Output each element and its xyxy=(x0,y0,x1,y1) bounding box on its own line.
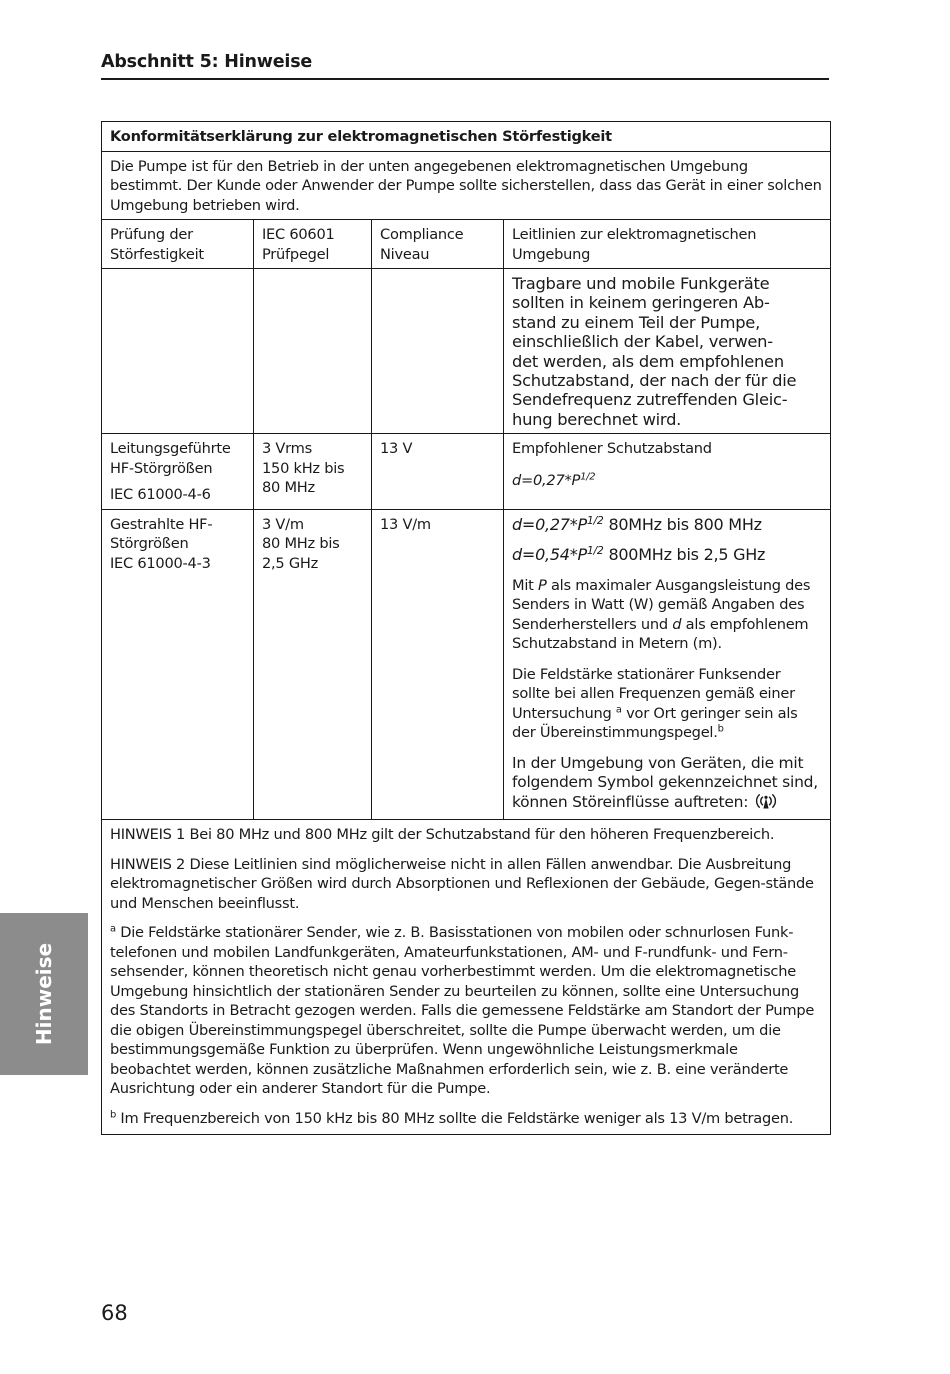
guidance-line: det werden, als dem empfohlenen xyxy=(512,351,784,371)
radiated-guidance xyxy=(504,509,831,820)
radiated-test xyxy=(102,509,254,820)
formula-800-2500 xyxy=(512,545,822,565)
footnote-a xyxy=(110,923,822,1099)
explain-text: Mit xyxy=(512,576,539,594)
formula-range: 80MHz bis 800 MHz xyxy=(603,514,762,534)
formula-exponent: 1/2 xyxy=(586,544,604,558)
test-line: HF-Störgrößen xyxy=(110,459,213,477)
level-line: 3 V/m xyxy=(262,515,304,533)
guidance-label: Empfohlener Schutzabstand xyxy=(512,440,712,458)
variable-d: d xyxy=(672,615,682,633)
formula-base: d=0,54*P xyxy=(512,545,587,565)
page-number: 68 xyxy=(101,1301,128,1325)
guidance-line: Tragbare und mobile Funkgeräte xyxy=(512,274,770,293)
conducted-level xyxy=(254,434,372,510)
level-line: 150 kHz bis xyxy=(262,459,345,477)
formula-exponent: 1/2 xyxy=(580,471,596,483)
table-notes-row xyxy=(102,820,831,1135)
test-line: Leitungsgeführte xyxy=(110,440,231,458)
header-iec-level xyxy=(254,220,372,269)
formula-base: d=0,27*P xyxy=(512,514,587,534)
header-guidance-line: Leitlinien zur elektromagnetischen xyxy=(512,226,757,243)
formula-explanation xyxy=(512,576,822,654)
footnote-b xyxy=(110,1109,822,1129)
note-2: HINWEIS 2 Diese Leitlinien sind möglicherweise nicht in allen Fällen anwendbar. Die Ausbreitung elektromagnetischer Größen wird durch Absorptionen und Reflexionen der Gebäude, Gegen-stände und Menschen beeinflusst. xyxy=(110,855,814,912)
table-title: Konformitätserklärung zur elektromagnetischen Störfestigkeit xyxy=(102,122,831,152)
section-header xyxy=(101,52,829,80)
variable-p: P xyxy=(538,576,547,594)
footnote-b-text: Im Frequenzbereich von 150 kHz bis 80 MHz sollte die Feldstärke weniger als 13 V/m betragen. xyxy=(116,1109,794,1127)
explain-text: als empfohlenem Schutzabstand in Metern (m). xyxy=(512,615,809,653)
header-compliance-line: Niveau xyxy=(380,245,430,263)
guidance-line: Sendefrequenz zutreffenden Gleic- xyxy=(512,390,788,410)
table-row-conducted xyxy=(102,434,831,510)
guidance-line: hung berechnet wird. xyxy=(512,409,682,429)
conducted-compliance: 13 V xyxy=(372,434,504,510)
table-intro-row xyxy=(102,151,831,220)
test-line: Störgrößen xyxy=(110,535,189,553)
guidance-line: stand zu einem Teil der Pumpe, xyxy=(512,312,760,332)
explain-text: als maximaler Ausgangsleistung des Senders in Watt (W) gemäß Angaben des Senderherstellers und xyxy=(512,576,811,633)
field-strength-text xyxy=(512,665,822,743)
footnote-ref-a: a xyxy=(615,704,622,716)
header-test-line: Prüfung der xyxy=(110,226,193,243)
empty-cell xyxy=(372,269,504,434)
header-guidance xyxy=(504,220,831,269)
test-standard: IEC 61000-4-3 xyxy=(110,554,211,572)
symbol-sentence: In der Umgebung von Geräten, die mit folgendem Symbol gekennzeichnet sind, können Störeinflüsse auftreten: xyxy=(512,753,818,811)
table-header-row xyxy=(102,220,831,269)
table-title-row xyxy=(102,122,831,152)
formula xyxy=(512,472,595,489)
note-1: HINWEIS 1 Bei 80 MHz und 800 MHz gilt der Schutzabstand für den höheren Frequenzbereich. xyxy=(110,826,775,844)
empty-cell xyxy=(254,269,372,434)
radiated-level xyxy=(254,509,372,820)
field-text: Die Feldstärke stationärer Funksender sollte bei allen Frequenzen gemäß einer Untersuchung xyxy=(512,665,795,722)
field-text: vor Ort geringer sein als der Übereinstimmungspegel. xyxy=(512,704,798,742)
guidance-line: sollten in keinem geringeren Ab- xyxy=(512,293,770,313)
symbol-text xyxy=(512,754,822,816)
formula-base: d=0,27*P xyxy=(512,471,581,489)
level-line: 80 MHz bis xyxy=(262,535,340,553)
header-test-line: Störfestigkeit xyxy=(110,245,204,263)
table-row-radiated xyxy=(102,509,831,820)
formula-exponent: 1/2 xyxy=(586,513,604,527)
table-row-portable xyxy=(102,269,831,434)
level-line: 80 MHz xyxy=(262,479,315,497)
guidance-line: einschließlich der Kabel, verwen- xyxy=(512,332,773,352)
level-line: 2,5 GHz xyxy=(262,554,319,572)
table-intro: Die Pumpe ist für den Betrieb in der unten angegebenen elektromagnetischen Umgebung bestimmt. Der Kunde oder Anwender der Pumpe sollte sicherstellen, dass das Gerät in einer solchen Umgebung betrieben wird. xyxy=(102,151,831,220)
header-test xyxy=(102,220,254,269)
header-iec-line: IEC 60601 xyxy=(262,226,335,243)
formula-range: 800MHz bis 2,5 GHz xyxy=(603,545,766,565)
conducted-guidance xyxy=(504,434,831,510)
non-ionizing-radiation-icon xyxy=(753,793,779,816)
footnote-a-text: Die Feldstärke stationärer Sender, wie z. B. Basisstationen von mobilen oder schnurlosen Funk-telefonen und mobilen Landfunkgeräten, Amateurfunkstationen, AM- und F-rundfunk- und Fern-sehsender, können theoretisch nicht genau vorherbestimmt werden. Um die elektromagnetische Umgebung hinsichtlich der stationären Sender zu beurteilen zu können, sollte eine Untersuchung des Standorts in Betracht gezogen werden. Falls die gemessene Feldstärke am Standort der Pumpe die obigen Übereinstimmungspegel überschreitet, sollte die Pumpe überwacht werden, um die bestimmungsgemäße Funktion zu überprüfen. Wenn ungewöhnliche Leistungsmerkmale beobachtet werden, können zusätzliche Maßnahmen erforderlich sein, wie z. B. eine veränderte Ausrichtung oder ein anderer Standort für die Pumpe. xyxy=(110,924,815,1098)
section-title: Abschnitt 5: Hinweise xyxy=(101,52,313,72)
radiated-compliance: 13 V/m xyxy=(372,509,504,820)
test-standard: IEC 61000-4-6 xyxy=(110,486,211,504)
test-line: Gestrahlte HF- xyxy=(110,515,213,533)
formula-80-800 xyxy=(512,515,822,535)
header-compliance-line: Compliance xyxy=(380,226,464,243)
conducted-test xyxy=(102,434,254,510)
table-notes xyxy=(102,820,831,1135)
header-compliance xyxy=(372,220,504,269)
portable-guidance xyxy=(504,269,831,434)
footnote-marker-b: b xyxy=(110,1109,117,1121)
emc-immunity-table xyxy=(101,121,831,1135)
footnote-ref-b: b xyxy=(717,723,724,735)
footnote-marker-a: a xyxy=(110,923,116,935)
side-tab xyxy=(0,913,88,1075)
header-guidance-line: Umgebung xyxy=(512,245,591,263)
guidance-line: Schutzabstand, der nach der für die xyxy=(512,371,797,391)
empty-cell xyxy=(102,269,254,434)
side-tab-label: Hinweise xyxy=(32,942,56,1046)
header-iec-line: Prüfpegel xyxy=(262,245,330,263)
level-line: 3 Vrms xyxy=(262,440,312,458)
